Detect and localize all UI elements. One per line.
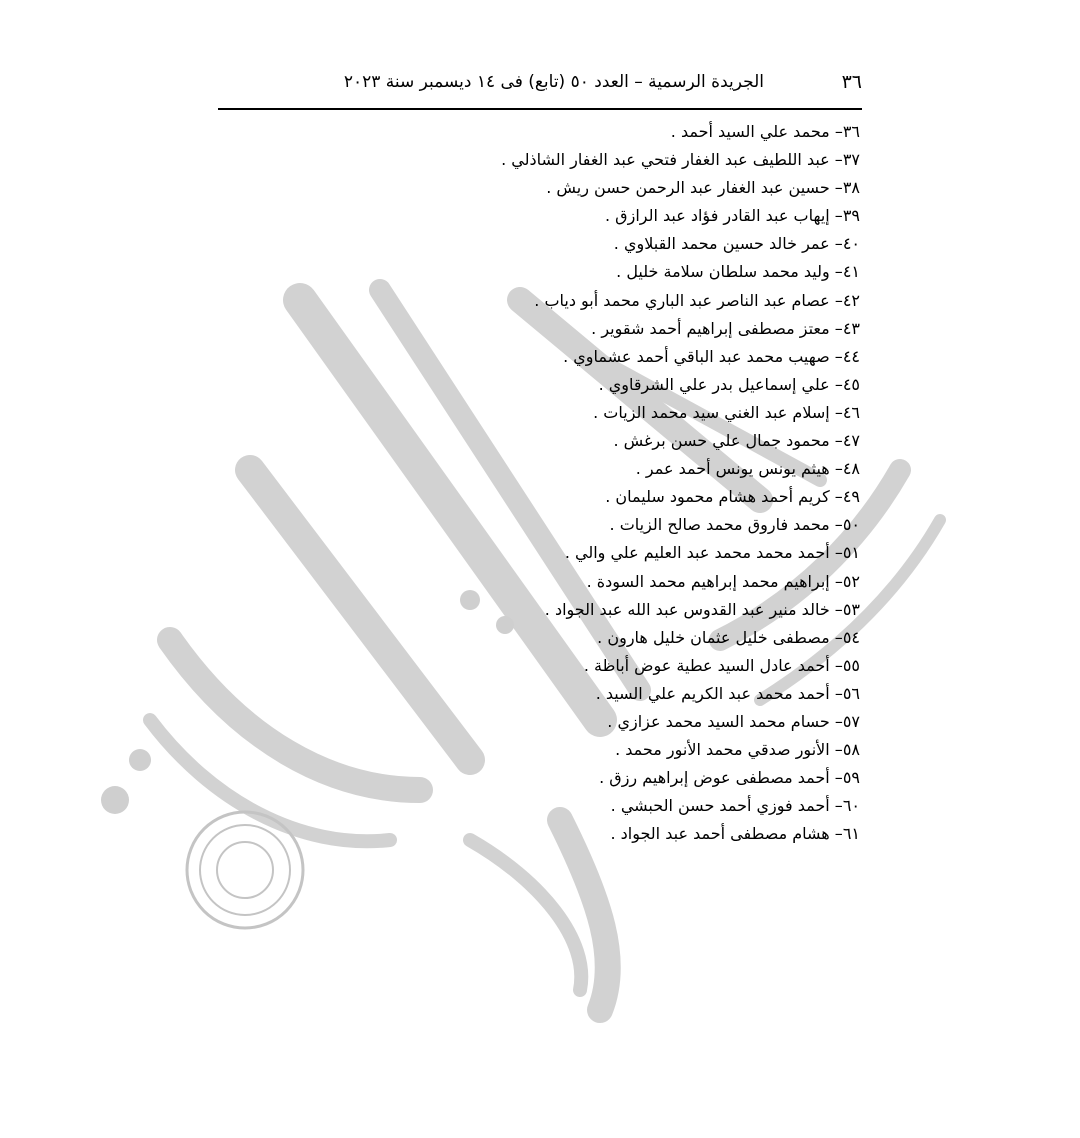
list-item: ٣٧– عبد اللطيف عبد الغفار فتحي عبد الغفار الشاذلي .	[501, 150, 860, 170]
list-item: ٤٢– عصام عبد الناصر عبد الباري محمد أبو دياب .	[534, 290, 860, 310]
list-item: ٦١– هشام مصطفى أحمد عبد الجواد .	[610, 824, 860, 844]
list-item: ٥٨– الأنور صدقي محمد الأنور محمد .	[615, 740, 860, 760]
list-item: ٥٧– حسام محمد السيد محمد عزازي .	[607, 711, 860, 731]
list-item: ٥٣– خالد منير عبد القدوس عبد الله عبد الجواد .	[544, 599, 860, 619]
page-header	[218, 62, 862, 102]
header-divider	[218, 108, 862, 110]
list-item: ٥٠– محمد فاروق محمد صالح الزيات .	[609, 515, 860, 535]
list-item: ٦٠– أحمد فوزي أحمد حسن الحبشي .	[610, 796, 860, 816]
list-item: ٣٦– محمد علي السيد أحمد .	[670, 122, 860, 141]
list-item: ٤٤– صهيب محمد عبد الباقي أحمد عشماوي .	[563, 346, 860, 366]
list-item: ٣٩– إيهاب عبد القادر فؤاد عبد الرازق .	[605, 206, 860, 226]
list-item: ٥٥– أحمد عادل السيد عطية عوض أباظة .	[583, 655, 860, 675]
page-number: ٣٦	[841, 71, 862, 93]
gazette-header-title: الجريدة الرسمية – العدد ٥٠ (تابع) فى ١٤ ديسمبر سنة ٢٠٢٣	[343, 72, 764, 92]
list-item: ٥٤– مصطفى خليل عثمان خليل هارون .	[597, 627, 860, 647]
list-item: ٤٠– عمر خالد حسين محمد القبلاوي .	[613, 234, 860, 254]
list-item: ٥٩– أحمد مصطفى عوض إبراهيم رزق .	[599, 768, 860, 788]
list-item: ٣٨– حسين عبد الغفار عبد الرحمن حسن ريش .	[546, 178, 860, 198]
list-item: ٥٢– إبراهيم محمد إبراهيم محمد السودة .	[586, 571, 860, 591]
list-item: ٤٦– إسلام عبد الغني سيد محمد الزيات .	[593, 402, 860, 422]
list-item: ٤٩– كريم أحمد هشام محمود سليمان .	[605, 487, 860, 507]
names-list	[220, 118, 860, 848]
list-item: ٤٣– معتز مصطفى إبراهيم أحمد شقوير .	[591, 318, 860, 338]
list-item: ٥١– أحمد محمد محمد عبد العليم علي والي .	[564, 543, 860, 563]
list-item: ٤١– وليد محمد سلطان سلامة خليل .	[616, 262, 860, 282]
list-item: ٤٥– علي إسماعيل بدر علي الشرقاوي .	[598, 374, 860, 394]
list-item: ٤٨– هيثم يونس يونس أحمد عمر .	[635, 459, 860, 479]
list-item: ٥٦– أحمد محمد عبد الكريم علي السيد .	[595, 683, 860, 703]
list-item: ٤٧– محمود جمال علي حسن برغش .	[613, 431, 860, 451]
